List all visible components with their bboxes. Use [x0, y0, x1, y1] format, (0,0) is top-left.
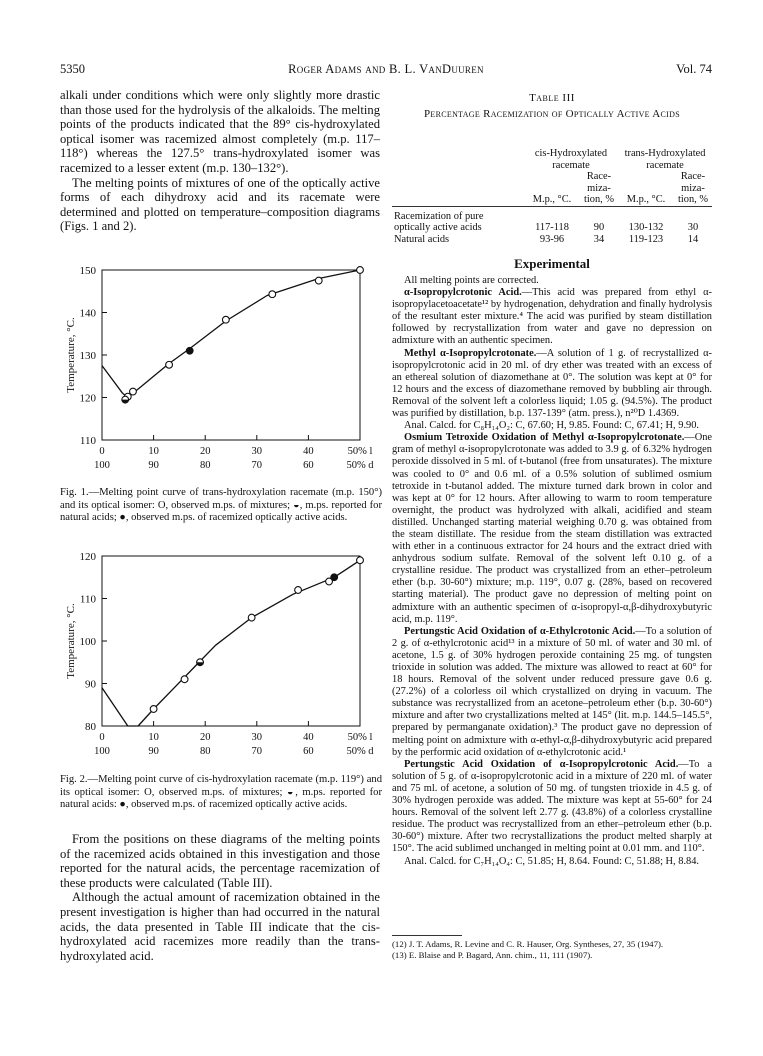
observed-mixture-point — [248, 614, 255, 621]
paragraph: The melting points of mixtures of one of the optically active forms of each dihydroxy acid and its racemate were determined and plotted on temperature–composition diagrams (Figs. 1 and 2). — [60, 175, 380, 234]
running-head-authors: Roger Adams and B. L. VanDuuren — [288, 62, 484, 76]
table-col-mp: M.p., °C. — [626, 194, 666, 205]
table-row — [392, 206, 712, 234]
paragraph-body: —This acid was prepared from ethyl α-isopropylacetoacetate¹² by hydrogenation, dehydration and finally hydrolysis of the resultant ester mixture.⁴ The acid was purified by steam distillation followed by recrystallization from water and gave no depression on admixture with an authentic specimen. — [392, 287, 712, 347]
observed-mixture-point — [357, 557, 364, 564]
y-tick-label: 100 — [79, 636, 96, 648]
table-label: Table III — [529, 92, 575, 104]
paragraph-body: —To a solution of 5 g. of α-isopropylcrotonic acid in a mixture of 220 ml. of water and 75 ml. of acetone, a solution of 50 mg. of tungsten trioxide in 4.5 g. of 30% hydrogen peroxide was added. The mixture was kept at 55-60° for 24 hours. Removal of the solvent left 2.77 g. (43.8%) of a colorless crystalline residue. The product was recrystallized from an ether–petroleum ether (b.p. 30-60°) mixture. After two recrystallizations the product melted sharply at 150°. The acid sublimed unchanged in melting point at 0.01 mm. and 110°. — [392, 758, 712, 855]
paragraph: Although the actual amount of racemization obtained in the present investigation is higher than had occurred in the natural acids, the data presented in Table III indicate that the cis-hydroxylated acid racemizes more readily than the trans-hydroxylated acid. — [60, 890, 380, 963]
volume-label: Vol. 74 — [676, 62, 712, 76]
table-row — [392, 234, 712, 246]
racemized-acid-point — [331, 574, 338, 581]
table-cell: Racemization of pure optically active acids — [394, 210, 484, 233]
table-cell: 119-123 — [628, 233, 664, 245]
y-tick-label: 120 — [79, 392, 96, 405]
footnote: (13) E. Blaise and P. Bagard, Ann. chim., 11, 111 (1907). — [392, 950, 593, 960]
x-tick-label: 20 — [199, 732, 211, 743]
observed-mixture-point — [166, 361, 173, 368]
table-col-racemization: Race-miza-tion, % — [677, 171, 708, 205]
x-tick-label: 0 — [99, 732, 105, 743]
observed-mixture-point — [150, 706, 157, 713]
paragraph — [392, 348, 712, 421]
x-tick-label: 90 — [148, 746, 159, 757]
table-cell: 117-118 — [535, 222, 569, 233]
melting-point-curve — [102, 270, 360, 398]
observed-mixture-point — [269, 291, 276, 298]
observed-mixture-point — [222, 316, 229, 323]
paragraph — [392, 287, 712, 347]
footnotes — [392, 939, 712, 961]
y-axis-label: Temperature, °C. — [65, 317, 77, 393]
y-tick-label: 140 — [79, 307, 96, 320]
paragraph-body: —One gram of methyl α-isopropylcrotonate was added to 3.9 g. of 6.32% hydrogen peroxide dissolved in 5 ml. of t-butanol (free from unsaturates). The mixture was cooled to 0° and 0.6 ml. of a 0.5% solution of sublimed osmium tetroxide in t-butanol added. The mixture turned dark brown in color and was kept at 0° for 12 hours. After allowing to warm to room temperature overnight, the product was hydrolyzed with alkali, acidified and steam distilled. Unchanged starting material weighing 0.70 g. was obtained from the steam distillate. The residue from the steam distillation was extracted with ether in a continuous extractor for 24 hours and the extract dried with anhydrous sodium sulfate. Removal of the solvent left 0.10 g. of a crystalline residue. The product was crystallized from an ether–petroleum ether (b.p. 30-60°) mixture; m.p. 119°, 0.07 g. (28%, based on recovered starting material). The product gave no depression of melting point on admixture with an authentic specimen of α-isopropyl-α,β-dihydroxybutyric acid, m.p. 119°. — [392, 432, 712, 625]
x-tick-label: 20 — [199, 446, 211, 457]
footnote-rule — [392, 935, 462, 936]
table-cell: Natural acids — [394, 233, 450, 245]
table-cell: 90 — [593, 222, 605, 233]
x-tick-label: 70 — [251, 746, 263, 757]
plot-frame — [102, 270, 360, 440]
x-tick-label: 100 — [94, 746, 110, 757]
paragraph-title: Pertungstic Acid Oxidation of α-Isopropylcrotonic Acid. — [404, 758, 679, 770]
table-col-racemization: Race-miza-tion, % — [583, 171, 614, 205]
left-text-bottom — [60, 832, 380, 963]
figure-1-chart — [60, 262, 382, 484]
footnote: (12) J. T. Adams, R. Levine and C. R. Hauser, Org. Syntheses, 27, 35 (1947). — [392, 939, 664, 949]
y-tick-label: 90 — [85, 678, 96, 691]
racemized-acid-point — [186, 347, 193, 354]
y-tick-label: 80 — [85, 721, 96, 733]
analysis: Anal. Calcd. for C₈H₁₄O₂: C, 67.60; H, 9.85. Found: C, 67.41; H, 9.90. — [404, 420, 700, 432]
page-number: 5350 — [60, 62, 85, 76]
paragraph-title: α-Isopropylcrotonic Acid. — [404, 287, 522, 299]
figure-2-chart — [60, 548, 382, 770]
table-title: Percentage Racemization of Optically Active Acids — [424, 108, 680, 120]
y-tick-label: 110 — [79, 435, 96, 447]
x-tick-label: 80 — [199, 746, 211, 757]
y-tick-label: 130 — [79, 350, 96, 362]
paragraph-body: —A solution of 1 g. of recrystallized α-isopropylcrotonic acid in 20 ml. of dry ether was treated with an excess of an ethereal solution of diazomethane at 0°. The solution was kept at 0° for 12 hours and the excess of diazomethane removed by bubbling air through. Removal of the solvent left a colorless liquid; 1.05 g. (94.5%). The product was purified by distillation, b.p. 137-139° (atm. press.), n²⁰D 1.4369. — [392, 347, 713, 420]
observed-mixture-point — [181, 676, 188, 683]
paragraph — [392, 432, 712, 626]
observed-mixture-point — [295, 587, 302, 594]
melting-point-curve — [102, 560, 360, 726]
paragraph — [392, 626, 712, 759]
x-tick-label: 50% d — [346, 746, 374, 757]
table-cell: 30 — [687, 222, 699, 233]
paragraph-title: Pertungstic Acid Oxidation of α-Ethylcrotonic Acid. — [404, 625, 636, 637]
x-tick-label: 70 — [251, 460, 263, 471]
figure-2-caption: Fig. 2.—Melting point curve of cis-hydroxylation racemate (m.p. 119°) and its optical isomer: O, observed m.ps. of mixtures; ◒, m.ps. reported for natural acids: ●, observed m.ps. of racemized optically active acids. — [60, 774, 382, 811]
x-tick-label: 40 — [303, 446, 314, 457]
y-tick-label: 120 — [79, 551, 96, 563]
analysis: Anal. Calcd. for C₇H₁₄O₄: C, 51.85; H, 8.64. Found: C, 51.88; H, 8.84. — [404, 855, 700, 867]
x-tick-label: 30 — [251, 446, 263, 457]
x-tick-label: 60 — [303, 746, 314, 757]
paragraph: alkali under conditions which were only slightly more drastic than those used for the hydrolysis of the alkaloids. The melting points of the products indicated that the 89° cis-hydroxylated optical isomer was racemized almost completely (m.p. 117–118°) whereas the 127.5° trans-hydroxylated isomer was racemized to a lesser extent (m.p. 130–132°). — [60, 88, 380, 175]
x-tick-label: 10 — [148, 446, 159, 457]
x-tick-label: 10 — [148, 732, 159, 743]
experimental-heading: Experimental — [514, 256, 590, 271]
observed-mixture-point — [315, 277, 322, 284]
x-tick-label: 90 — [148, 460, 159, 471]
table-col-group-cis: cis-Hydroxylated racemate — [534, 148, 608, 171]
x-tick-label: 60 — [303, 460, 314, 471]
table-3 — [392, 148, 712, 245]
table-cell: 14 — [687, 233, 699, 245]
paragraph — [392, 759, 712, 856]
x-tick-label: 80 — [199, 460, 211, 471]
table-cell: 130-132 — [628, 222, 664, 233]
table-cell: 93-96 — [539, 233, 565, 245]
running-header — [60, 62, 712, 78]
y-tick-label: 110 — [79, 593, 96, 606]
observed-mixture-point — [357, 267, 364, 274]
table-col-group-trans: trans-Hydroxylated racemate — [624, 148, 706, 171]
figure-1-caption: Fig. 1.—Melting point curve of trans-hydroxylation racemate (m.p. 150°) and its optical isomer: O, observed m.ps. of mixtures; ◒, m.ps. reported for natural acids; ●, observed m.ps. of racemized optically active acids. — [60, 487, 382, 524]
y-tick-label: 150 — [79, 265, 96, 277]
table-cell: 34 — [593, 233, 605, 245]
x-tick-label: 50% l — [347, 732, 373, 743]
paragraph: All melting points are corrected. — [404, 275, 539, 286]
y-axis-label: Temperature, °C. — [65, 603, 77, 679]
experimental-text — [392, 275, 712, 868]
x-tick-label: 0 — [99, 446, 105, 457]
paragraph: From the positions on these diagrams of the melting points of the racemized acids obtained in this investigation and those reported for the natural acids, the percentage racemization of these products were calculated (Table III). — [60, 832, 380, 890]
table-col-mp: M.p., °C. — [532, 194, 572, 205]
paragraph-body: —To a solution of 2 g. of α-ethylcrotonic acid¹³ in a mixture of 50 ml. of water and 30 ml. of acetone, 1.5 g. of 30% hydrogen peroxide containing 25 mg. of tungsten trioxide in solution was added. The mixture was allowed to react at 60° for 18 hours. Removal of the solvent under reduced pressure gave 0.6 g. (27.2%) of a colorless oil which crystallized on drying in vacuum. The substance was recrystallized from an acetone–petroleum ether (b.p. 30-60°) mixture and after two crystallizations melted at 145° (lit. m.p. 144.5–145.5°, prepared by permanganate oxidation).³ The product gave no depression of melting point on admixture with α-ethyl-α,β-dihydroxybutyric acid prepared by the performic acid oxidation of α-ethylcrotonic acid.¹ — [392, 625, 712, 758]
x-tick-label: 50% l — [347, 446, 373, 457]
x-tick-label: 30 — [251, 732, 263, 743]
plot-frame — [102, 556, 360, 726]
observed-mixture-point — [130, 388, 137, 395]
paragraph-title: Osmium Tetroxide Oxidation of Methyl α-Isopropylcrotonate. — [404, 432, 685, 444]
x-tick-label: 40 — [303, 732, 314, 743]
x-tick-label: 50% d — [346, 460, 374, 471]
x-tick-label: 100 — [94, 460, 110, 471]
left-text-top — [60, 88, 380, 234]
paragraph-title: Methyl α-Isopropylcrotonate. — [404, 347, 537, 359]
